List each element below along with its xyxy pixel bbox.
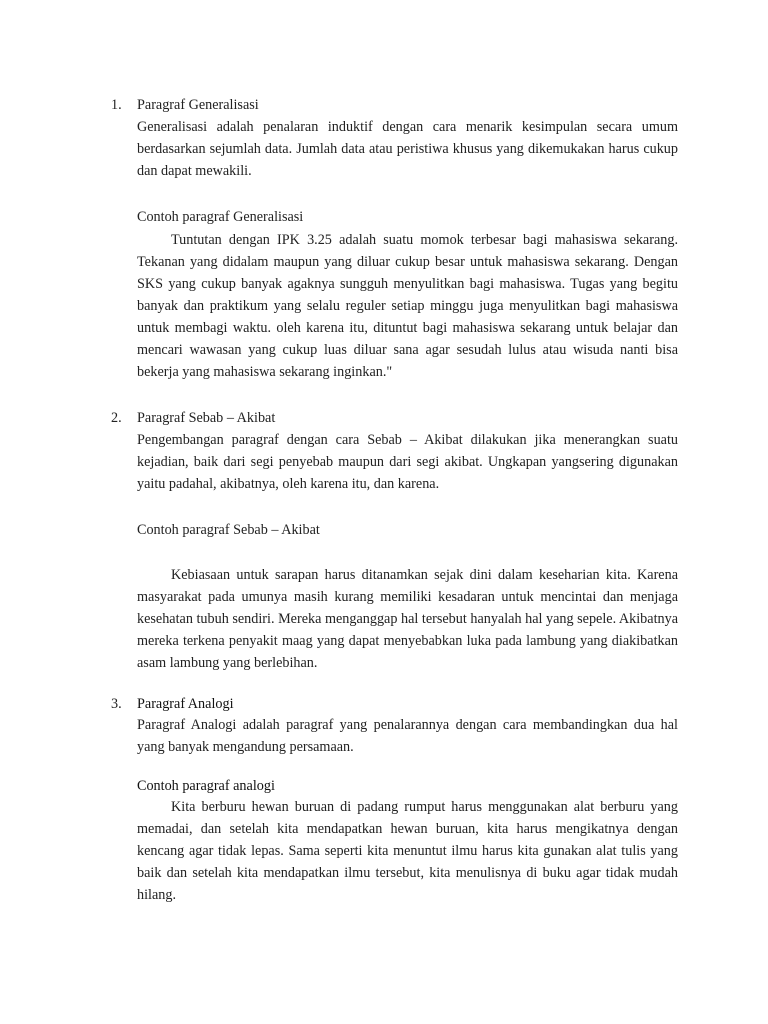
section-2-example-title: Contoh paragraf Sebab – Akibat	[137, 522, 320, 538]
section-1-example-text: Tuntutan dengan IPK 3.25 adalah suatu momok terbesar bagi mahasiswa sekarang. Tekanan yang didalam maupun yang diluar cukup besar untuk mahasiswa sekarang. Dengan SKS yang cukup banyak agaknya sungguh menyulitkan bagi mahasiswa. Tugas yang begitu banyak dan praktikum yang selalu reguler setiap minggu juga menyulitkan bagi mahasiswa untuk membagi waktu. oleh karena itu, dituntut bagi mahasiswa sekarang untuk belajar dan mencari wawasan yang cukup luas diluar sana agar sesudah lulus atau wisuda nanti bisa bekerja yang mahasiswa sekarang inginkan."	[137, 232, 678, 380]
section-1-title: Paragraf Generalisasi	[137, 97, 259, 113]
section-3-example-title: Contoh paragraf analogi	[137, 778, 275, 794]
section-1-number: 1.	[111, 97, 122, 113]
section-1-definition: Generalisasi adalah penalaran induktif dengan cara menarik kesimpulan secara umum berdasarkan sejumlah data. Jumlah data atau peristiwa khusus yang dikemukakan harus cukup dan dapat mewakili.	[137, 119, 678, 179]
section-2-example-text: Kebiasaan untuk sarapan harus ditanamkan sejak dini dalam keseharian kita. Karena masyarakat pada umunya masih kurang memiliki kesadaran untuk mencintai dan menjaga kesehatan tubuh sendiri. Mereka menganggap hal tersebut hanyalah hal yang sepele. Akibatnya mereka terkena penyakit maag yang dapat menyebabkan luka pada lambung yang diakibatkan asam lambung yang berlebihan.	[137, 567, 678, 671]
section-2-number: 2.	[111, 410, 122, 426]
section-3-example-text: Kita berburu hewan buruan di padang rumput harus menggunakan alat berburu yang memadai, dan setelah kita mendapatkan hewan buruan, kita harus mengikatnya dengan kencang agar tidak lepas. Sama seperti kita menuntut ilmu harus kita gunakan alat tulis yang baik dan setelah kita mendapatkan ilmu tersebut, kita menulisnya di buku agar tidak mudah hilang.	[137, 799, 678, 903]
section-3-title: Paragraf Analogi	[137, 696, 234, 712]
section-2-definition: Pengembangan paragraf dengan cara Sebab – Akibat dilakukan jika menerangkan suatu kejadian, baik dari segi penyebab maupun dari segi akibat. Ungkapan yangsering digunakan yaitu padahal, akibatnya, oleh karena itu, dan karena.	[137, 432, 678, 492]
section-3-definition: Paragraf Analogi adalah paragraf yang penalarannya dengan cara membandingkan dua hal yang banyak mengandung persamaan.	[137, 717, 678, 755]
section-3-number: 3.	[111, 696, 122, 712]
section-1-example-title: Contoh paragraf Generalisasi	[137, 209, 304, 225]
section-2-title: Paragraf Sebab – Akibat	[137, 410, 276, 426]
